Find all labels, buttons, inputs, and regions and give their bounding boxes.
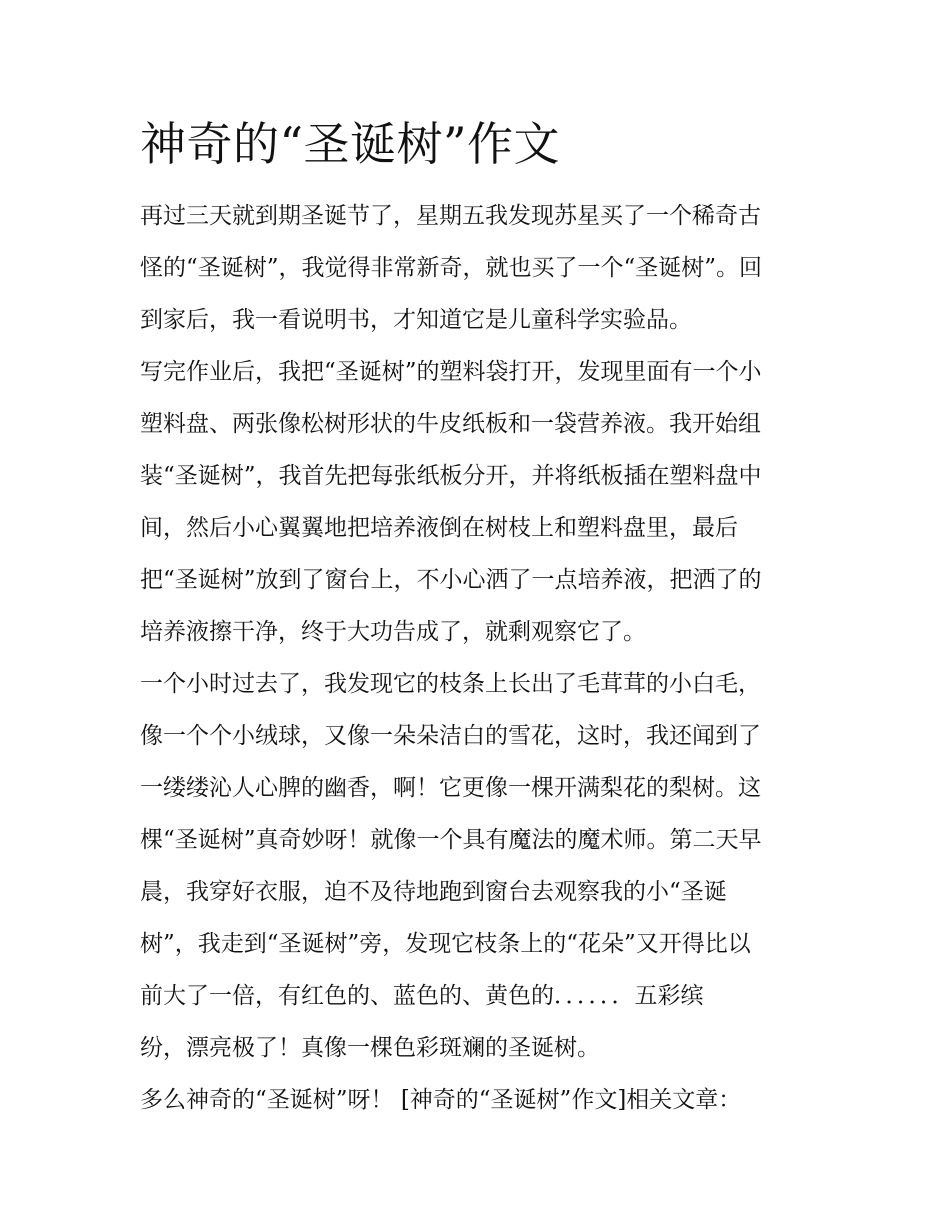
text-line: 一个小时过去了，我发现它的枝条上长出了毛茸茸的小白毛， [140,671,761,697]
text-line: 前大了一倍，有红色的、蓝色的、黄色的．．．．．．五彩缤 [140,983,704,1009]
document-title: 神奇的“圣诞树”作文 [140,117,561,171]
document-body [140,190,812,1126]
text-line: 间，然后小心翼翼地把培养液倒在树枝上和塑料盘里，最后 [140,515,738,541]
text-line: 纷，漂亮极了！真像一棵色彩斑斓的圣诞树。 [140,1035,600,1061]
text-line: 再过三天就到期圣诞节了，星期五我发现苏星买了一个稀奇古 [140,203,761,229]
text-line: 写完作业后，我把“圣诞树”的塑料袋打开，发现里面有一个小 [140,359,762,385]
text-line: 培养液擦干净，终于大功告成了，就剩观察它了。 [140,619,646,645]
text-line: 装“圣诞树”，我首先把每张纸板分开，并将纸板插在塑料盘中 [140,463,762,489]
document-content [140,110,812,1126]
text-line: 棵“圣诞树”真奇妙呀！就像一个具有魔法的魔术师。第二天早 [140,827,762,853]
text-line: 一缕缕沁人心脾的幽香，啊！它更像一棵开满梨花的梨树。这 [140,775,761,801]
text-line: 怪的“圣诞树”，我觉得非常新奇，就也买了一个“圣诞树”。回 [140,255,763,281]
text-line: 晨，我穿好衣服，迫不及待地跑到窗台去观察我的小“圣诞 [140,879,727,905]
text-line: 树”，我走到“圣诞树”旁，发现它枝条上的“花朵”又开得比以 [140,931,751,957]
text-line: 塑料盘、两张像松树形状的牛皮纸板和一袋营养液。我开始组 [140,411,761,437]
text-line: 到家后，我一看说明书，才知道它是儿童科学实验品。 [140,307,692,333]
text-line: 像一个个小绒球，又像一朵朵洁白的雪花，这时，我还闻到了 [140,723,761,749]
text-line: 把“圣诞树”放到了窗台上，不小心洒了一点培养液，把洒了的 [140,567,762,593]
text-line[interactable]: 多么神奇的“圣诞树”呀！ [神奇的“圣诞树”作文]相关文章： [140,1087,742,1113]
